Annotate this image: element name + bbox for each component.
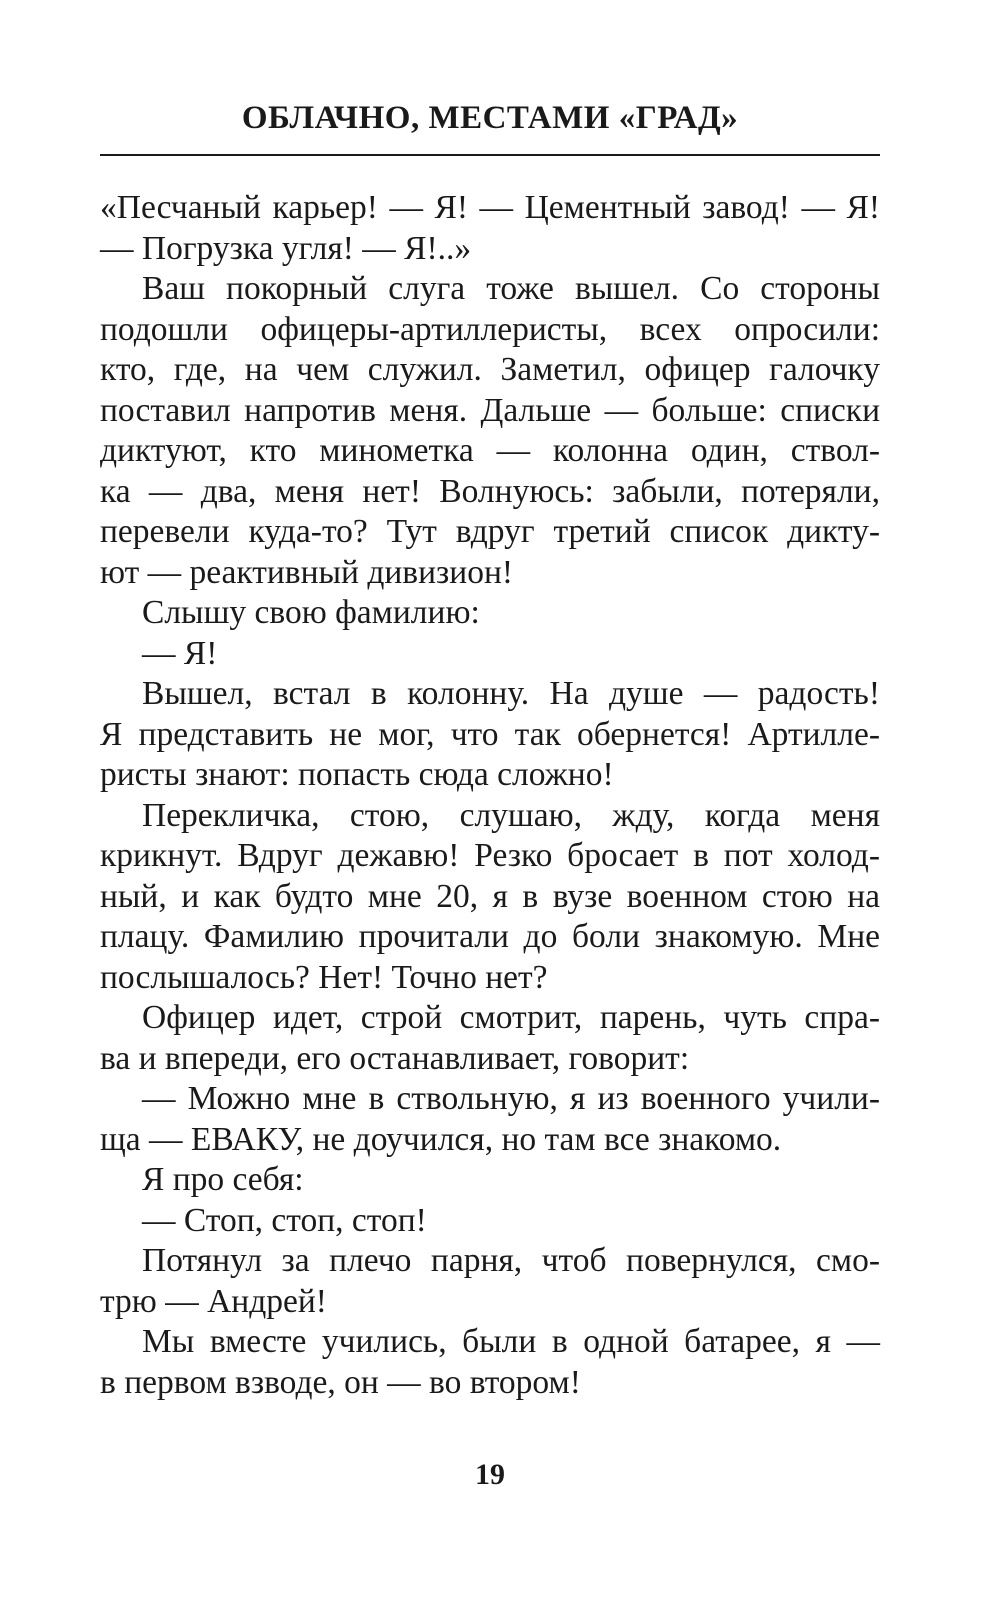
text-line: Слышу свою фамилию: (142, 594, 480, 631)
text-line: Мы вместе учились, были в одной батарее, я — (142, 1323, 880, 1360)
text-line: — Стоп, стоп, стоп! (142, 1201, 427, 1239)
text-line: Ваш покорный слуга тоже вышел. Со стороны (142, 270, 880, 307)
text-line: ща — ЕВАКУ, не доучился, но там все знакомо. (100, 1120, 782, 1158)
text-line: Я про себя: (142, 1161, 304, 1198)
body-text (100, 188, 880, 1403)
text-line: крикнут. Вдруг дежавю! Резко бросает в пот холод- (100, 837, 880, 874)
text-line: Перекличка, стою, слушаю, жду, когда меня (142, 796, 880, 834)
text-line: послышалось? Нет! Точно нет? (100, 958, 548, 996)
text-line: Потянул за плечо парня, чтоб повернулся, смо- (142, 1242, 880, 1279)
text-line: трю — Андрей! (100, 1282, 327, 1320)
text-line: — Погрузка угля! — Я!..» (100, 229, 472, 267)
text-line: в первом взводе, он — во втором! (100, 1363, 581, 1401)
page-number: 19 (475, 1458, 505, 1491)
text-line: ристы знают: попасть сюда сложно! (100, 756, 614, 793)
running-head-title: ОБЛАЧНО, МЕСТАМИ «ГРАД» (241, 100, 739, 136)
text-line: — Я! (142, 634, 218, 672)
text-line: Вышел, встал в колонну. На душе — радость! (142, 675, 880, 712)
text-line: Офицер идет, строй смотрит, парень, чуть спра- (142, 999, 880, 1036)
text-line: — Можно мне в ствольную, я из военного учили- (142, 1080, 880, 1117)
text-line: «Песчаный карьер! — Я! — Цементный завод! — Я! (100, 189, 880, 226)
text-line: Я представить не мог, что так обернется! Артилле- (100, 715, 880, 753)
text-line: подошли офицеры-артиллеристы, всех опросили: (100, 310, 880, 348)
text-line: поставил напротив меня. Дальше — больше: списки (100, 391, 880, 429)
text-line: ка — два, меня нет! Волнуюсь: забыли, потеряли, (100, 472, 880, 510)
text-line: ют — реактивный дивизион! (100, 553, 514, 591)
text-line: диктуют, кто минометка — колонна один, ствол- (100, 432, 880, 469)
text-line: перевели куда-то? Тут вдруг третий список дикту- (100, 513, 880, 550)
header-rule (100, 154, 880, 156)
text-line: ный, и как будто мне 20, я в вузе военном стою на (100, 877, 880, 915)
text-line: ва и впереди, его останавливает, говорит: (100, 1039, 690, 1077)
text-line: плацу. Фамилию прочитали до боли знакомую. Мне (100, 918, 880, 955)
text-line: кто, где, на чем служил. Заметил, офицер галочку (100, 351, 880, 388)
